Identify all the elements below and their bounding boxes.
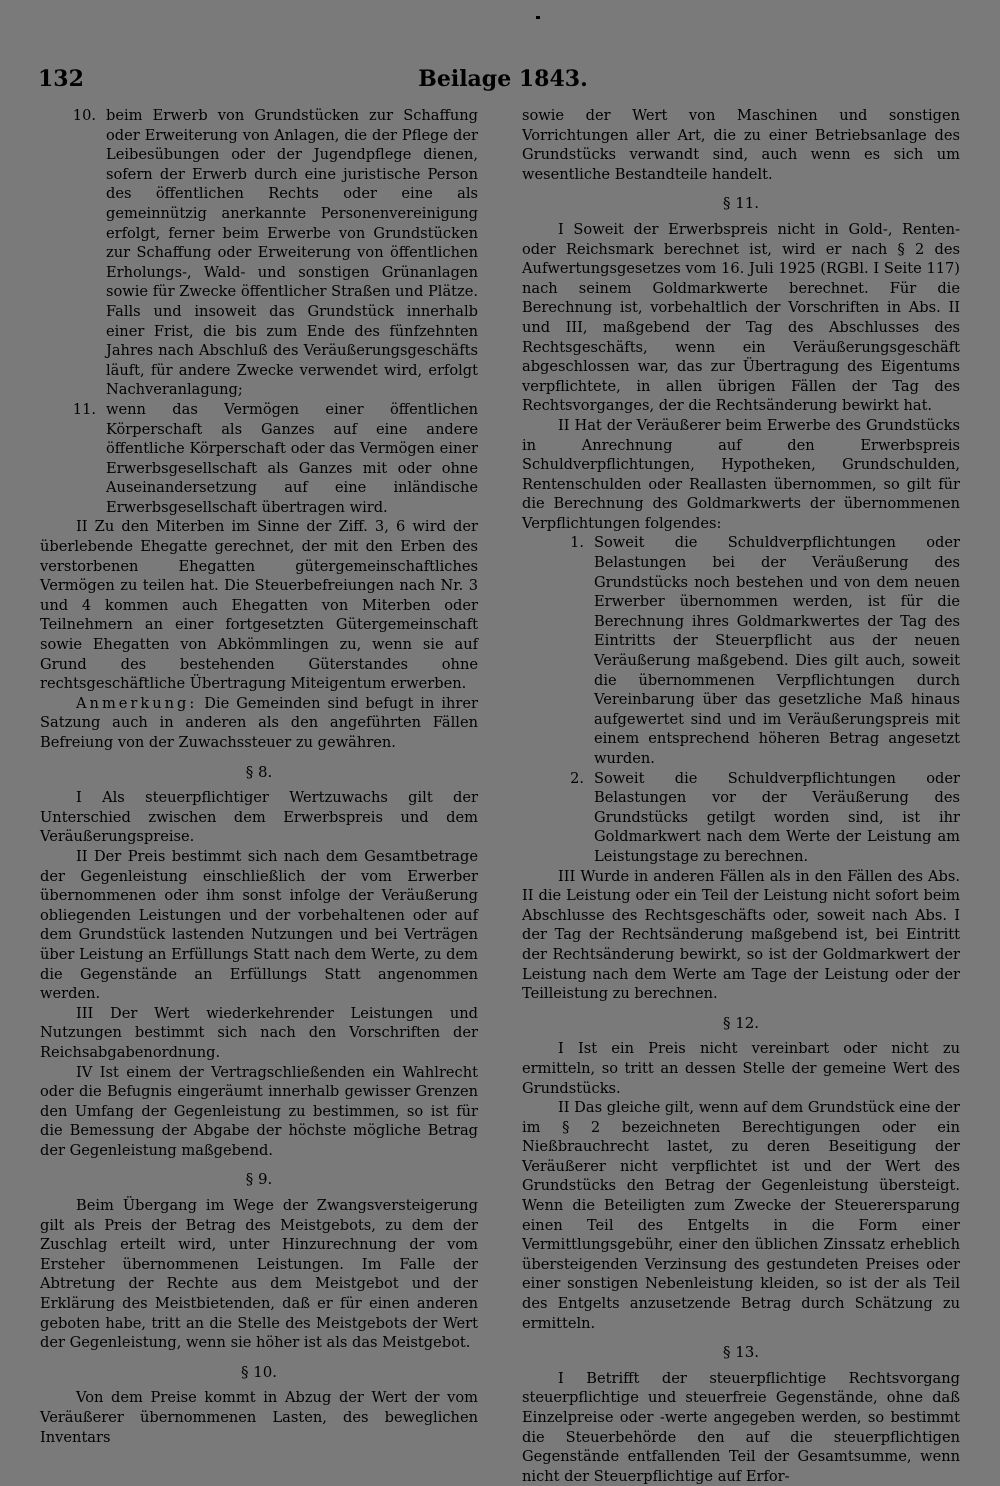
paragraph: II Hat der Veräußerer beim Erwerbe des Grundstücks in Anrechnung auf den Erwerbspreis Schuldverpflichtungen, Hypotheken, Grundschulden, Rentenschulden oder Reallasten übernommen, so gilt für die Berechnung des Goldmarkwerts der übernommenen Verpflichtungen folgendes: — [522, 416, 960, 532]
left-column — [40, 106, 478, 1447]
paragraph: III Wurde in anderen Fällen als in den Fällen des Abs. II die Leistung oder ein Teil der Leistung nicht sofort beim Abschlusse des Rechtsgeschäfts oder, soweit nach Abs. I der Tag der Rechtsänderung maßgebend ist, bei Eintritt der Rechtsänderung bewirkt, so ist der Goldmarkwert der Leistung nach dem Werte am Tage der Leistung oder der Teilleistung zu berechnen. — [522, 867, 960, 1003]
section-heading: § 9. — [245, 1170, 273, 1189]
note-text: Die Gemeinden sind befugt in ihrer Satzung auch in anderen als den angeführten Fällen Befreiung von der Zuwachssteuer zu gewähren. — [40, 694, 478, 751]
scan-mark — [536, 16, 540, 19]
paragraph: I Soweit der Erwerbspreis nicht in Gold-, Renten- oder Reichsmark berechnet ist, wird er nach § 2 des Aufwertungsgesetzes vom 16. Juli 1925 (RGBl. I Seite 117) nach seinem Goldmarkwerte berechnet. Für die Berechnung ist, vorbehaltlich der Vorschriften in Abs. II und III, maßgebend der Tag des Abschlusses des Rechtsgeschäfts, wenn ein Veräußerungsgeschäft abgeschlossen war, das zur Übertragung des Eigentums verpflichtete, in allen übrigen Fällen der Tag des Rechtsvorganges, der die Rechtsänderung bewirkt hat. — [522, 220, 960, 415]
list-item — [40, 400, 478, 518]
section-heading: § 12. — [722, 1013, 760, 1032]
paragraph: Von dem Preise kommt in Abzug der Wert der vom Veräußerer übernommenen Lasten, des beweglichen Inventars — [40, 1389, 478, 1446]
paragraph: II Zu den Miterben im Sinne der Ziff. 3, 6 wird der überlebende Ehegatte gerechnet, der mit den Erben des verstorbenen Ehegatten gütergemeinschaftliches Vermögen zu teilen hat. Die Steuerbefreiungen nach Nr. 3 und 4 kommen auch Ehegatten von Miterben oder Teilnehmern an einer fortgesetzten Gütergemeinschaft sowie Ehegatten von Abkömmlingen zu, wenn sie auf Grund des bestehenden Güterstandes ohne rechtsgeschäftliche Übertragung Miteigentum erwerben. — [40, 518, 478, 693]
paragraph: I Ist ein Preis nicht vereinbart oder nicht zu ermitteln, so tritt an dessen Stelle der gemeine Wert des Grundstücks. — [522, 1040, 960, 1097]
item-number: 1. — [570, 534, 584, 552]
paragraph: I Als steuerpflichtiger Wertzuwachs gilt der Unterschied zwischen dem Erwerbspreis und dem Veräußerungspreise. — [40, 789, 478, 846]
right-column — [522, 106, 960, 1486]
list-item — [522, 769, 960, 867]
paragraph: Beim Übergang im Wege der Zwangsversteigerung gilt als Preis der Betrag des Meistgebots, zu dem der Zuschlag erteilt wird, unter Hinzurechnung der vom Ersteher übernommenen Leistungen. Im Falle der Abtretung der Rechte aus dem Meistgebot und der Erklärung des Meistbietenden, daß er für einen anderen geboten habe, tritt an die Stelle des Meistgebots der Wert der Gegenleistung, wenn sie höher ist als das Meistgebot. — [40, 1197, 478, 1352]
paragraph: I Betrifft der steuerpflichtige Rechtsvorgang steuerpflichtige und steuerfreie Gegenstände, ohne daß Einzelpreise oder -werte angegeben werden, so bestimmt die Steuerbehörde den auf die steuerpflichtigen Gegenstände entfallenden Teil der Gesamtsumme, wenn nicht der Steuerpflichtige auf Erfor- — [522, 1369, 960, 1485]
item-number: 2. — [570, 769, 584, 787]
item-number: 10. — [72, 107, 96, 124]
list-item — [40, 106, 478, 400]
page-header — [38, 66, 968, 96]
section-heading: § 13. — [722, 1343, 760, 1362]
list-item — [522, 533, 960, 768]
paragraph: IV Ist einem der Vertragschließenden ein Wahlrecht oder die Befugnis eingeräumt innerhalb gewisser Grenzen den Umfang der Gegenleistung zu bestimmen, so ist für die Bemessung der Abgabe der höchste mögliche Betrag der Gegenleistung maßgebend. — [40, 1063, 478, 1159]
item-text: Soweit die Schuldverpflichtungen oder Belastungen vor der Veräußerung des Grundstücks getilgt worden sind, ist ihr Goldmarkwert nach dem Werte der Leistung am Leistungstage zu berechnen. — [594, 769, 960, 865]
item-text: wenn das Vermögen einer öffentlichen Körperschaft als Ganzes auf eine andere öffentliche Körperschaft oder das Vermögen einer Erwerbsgesellschaft als Ganzes mit oder ohne Auseinandersetzung auf eine inländische Erwerbsgesellschaft übertragen wird. — [106, 400, 478, 516]
section-heading: § 11. — [722, 194, 760, 213]
item-number: 11. — [72, 400, 96, 418]
page-number: 132 — [38, 66, 84, 92]
page-title: Beilage 1843. — [418, 66, 588, 92]
item-text: Soweit die Schuldverpflichtungen oder Belastungen bei der Veräußerung des Grundstücks noch bestehen und von dem neuen Erwerber übernommen werden, ist für die Berechnung ihres Goldmarkwertes der Tag des Eintritts der Steuerpflicht aus der neuen Veräußerung maßgebend. Dies gilt auch, soweit die übernommenen Verpflichtungen durch Vereinbarung über das gesetzliche Maß hinaus aufgewertet sind und im Veräußerungspreis mit einem entsprechend höheren Betrag angesetzt wurden. — [594, 534, 960, 767]
paragraph: II Der Preis bestimmt sich nach dem Gesamtbetrage der Gegenleistung einschließlich der vom Erwerber übernommenen oder ihm sonst infolge der Veräußerung obliegenden Leistungen und der vorbehaltenen oder auf dem Grundstück lastenden Nutzungen und bei Verträgen über Leistung an Erfüllungs Statt nach dem Werte, zu dem die Gegenstände an Erfüllungs Statt angenommen werden. — [40, 847, 478, 1003]
section-heading: § 10. — [240, 1362, 278, 1381]
paragraph: III Der Wert wiederkehrender Leistungen und Nutzungen bestimmt sich nach den Vorschriften der Reichsabgabenordnung. — [40, 1004, 478, 1061]
section-heading: § 8. — [245, 762, 273, 781]
note-label: Anmerkung: — [76, 694, 198, 712]
paragraph: II Das gleiche gilt, wenn auf dem Grundstück eine der im § 2 bezeichneten Berechtigungen oder ein Nießbrauchrecht lastet, zu deren Beseitigung der Veräußerer nicht verpflichtet ist und der Wert des Grundstücks den Betrag der Gegenleistung übersteigt. Wenn die Beteiligten zum Zwecke der Steuerersparung einen Teil des Entgelts in die Form einer Vermittlungsgebühr, einer den üblichen Zinssatz erheblich übersteigenden Verzinsung des gestundeten Preises oder einer sonstigen Nebenleistung kleiden, so ist der als Teil des Entgelts anzusetzende Betrag durch Schätzung zu ermitteln. — [522, 1099, 960, 1332]
note-paragraph — [40, 694, 478, 753]
paragraph: sowie der Wert von Maschinen und sonstigen Vorrichtungen aller Art, die zu einer Betriebsanlage des Grundstücks verwandt sind, auch wenn es sich um wesentliche Bestandteile handelt. — [522, 107, 960, 183]
item-text: beim Erwerb von Grundstücken zur Schaffung oder Erweiterung von Anlagen, die der Pflege der Leibesübungen oder der Jugendpflege dienen, sofern der Erwerb durch eine juristische Person des öffentlichen Rechts oder eine als gemeinnützig anerkannte Personenvereinigung erfolgt, ferner beim Erwerbe von Grundstücken zur Schaffung oder Erweiterung von öffentlichen Erholungs-, Wald- und sonstigen Grünanlagen sowie für Zwecke öffentlicher Straßen und Plätze. Falls und insoweit das Grundstück innerhalb einer Frist, die bis zum Ende des fünfzehnten Jahres nach Abschluß des Veräußerungsgeschäfts läuft, für andere Zwecke verwendet wird, erfolgt Nachveranlagung; — [106, 107, 478, 399]
